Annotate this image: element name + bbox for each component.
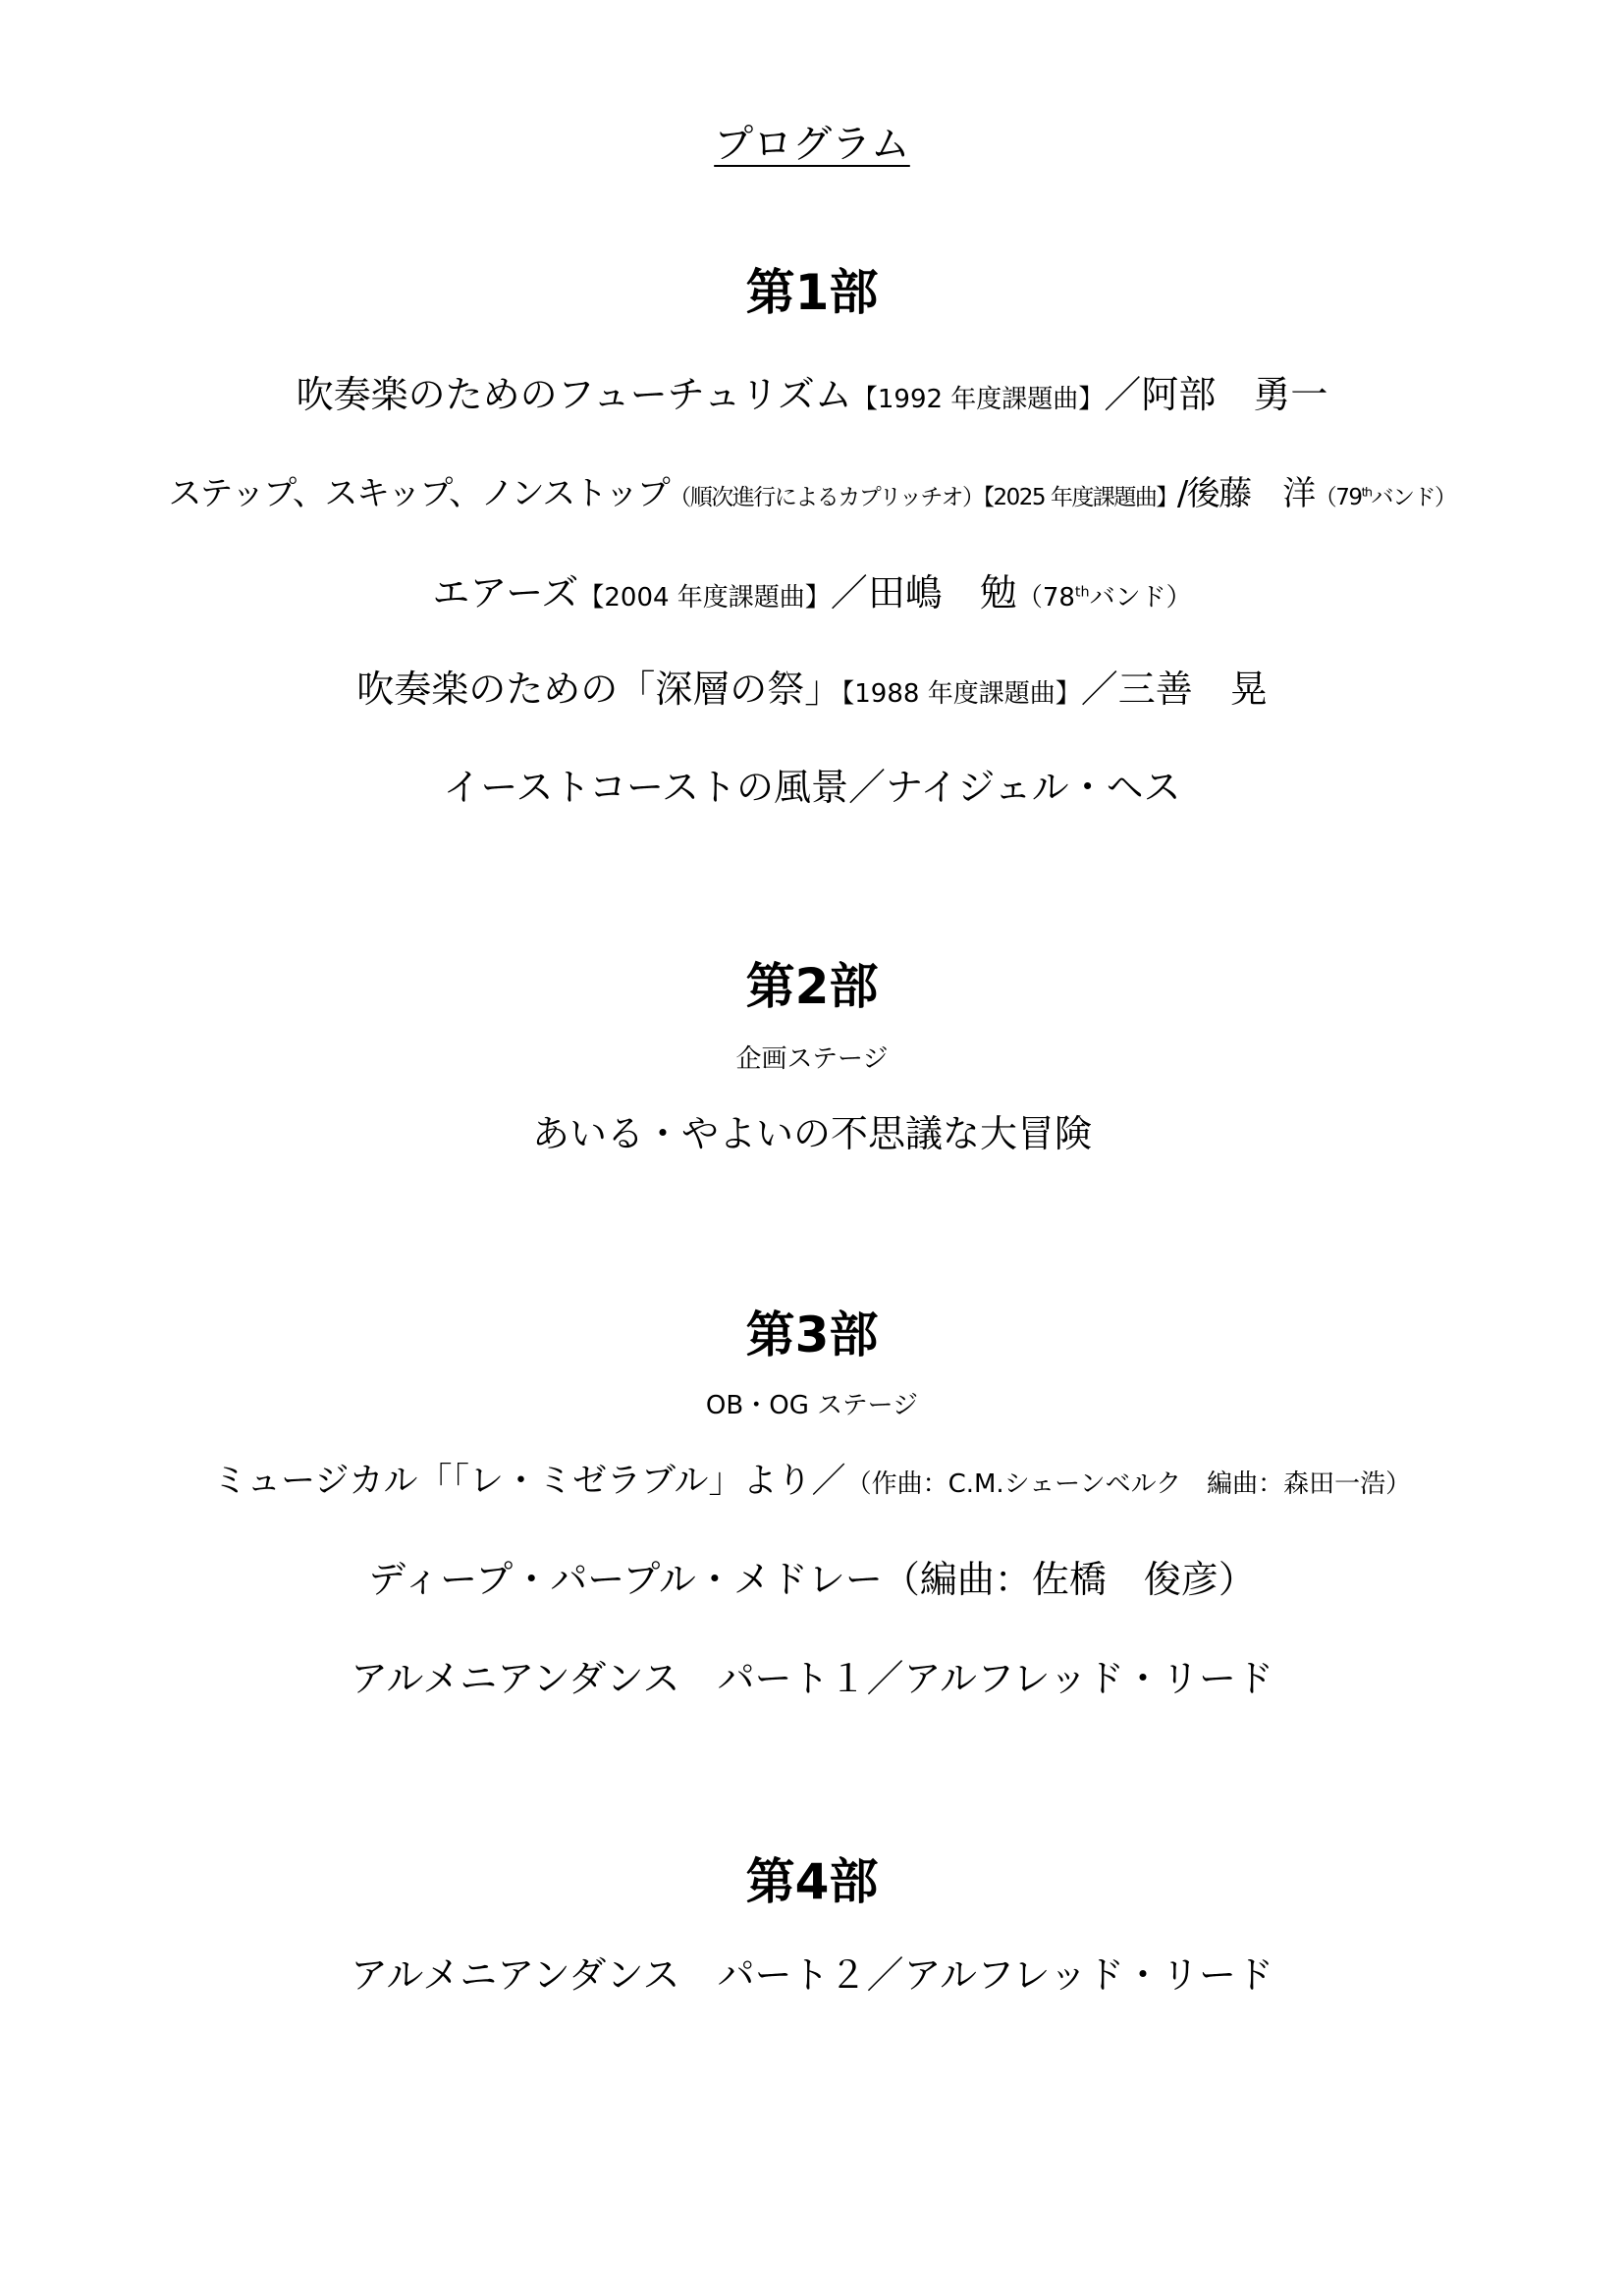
piece-note: 【1988 年度課題曲】: [841, 679, 1081, 709]
part4-heading: 第4部: [745, 1853, 879, 1910]
part2-heading: 第2部: [745, 958, 879, 1015]
piece-title: ミュージカル「「レ・ミゼラブル」より／: [212, 1462, 846, 1501]
program-item: [0, 1461, 1624, 1502]
program-item: [0, 1558, 1624, 1603]
program-item: [0, 1953, 1624, 1999]
composer: 阿部 勇一: [1141, 373, 1328, 416]
program-item: [0, 474, 1624, 514]
part1-heading: 第1部: [745, 264, 879, 321]
piece-note: （作曲：C.M.シェーンベルク 編曲：森田一浩）: [845, 1469, 1412, 1499]
program-item: [0, 373, 1624, 418]
piece-title: ステップ、スキップ、ノンストップ: [168, 474, 670, 513]
program-item: [0, 571, 1624, 616]
program-item: [0, 1657, 1624, 1702]
band-note: （79thバンド）: [1314, 484, 1456, 510]
composer: 三善 晃: [1117, 667, 1268, 711]
piece-title: アルメニアンダンス パート１／アルフレッド・リード: [350, 1657, 1274, 1700]
separator: ／: [1104, 373, 1142, 416]
program-item: [0, 766, 1624, 811]
piece-title: イーストコーストの風景／ナイジェル・ヘス: [443, 766, 1181, 809]
separator: /: [1176, 474, 1187, 513]
separator: ／: [830, 571, 868, 614]
part3-subtitle: OB・OG ステージ: [705, 1391, 919, 1420]
piece-note: 【2004 年度課題曲】: [578, 583, 831, 613]
composer: 田嶋 勉: [867, 571, 1017, 614]
program-item: [0, 667, 1624, 713]
piece-title: あいる・やよいの不思議な大冒険: [531, 1112, 1092, 1155]
piece-title: ディープ・パープル・メドレー（編曲：佐橋 俊彦）: [368, 1558, 1256, 1601]
part3-heading: 第3部: [745, 1307, 879, 1363]
part2-subtitle: 企画ステージ: [735, 1044, 889, 1074]
piece-note: 【2025 年度課題曲】: [983, 485, 1177, 510]
page-title: プログラム: [714, 122, 910, 167]
band-note: （78thバンド）: [1016, 583, 1192, 613]
piece-title: エアーズ: [432, 571, 579, 614]
piece-title: アルメニアンダンス パート２／アルフレッド・リード: [350, 1953, 1274, 1997]
piece-subtitle: （順次進行によるカプリッチオ）: [669, 485, 984, 510]
piece-title: 吹奏楽のためのフューチュリズム: [296, 373, 852, 416]
separator: ／: [1080, 667, 1118, 711]
piece-note: 【1992 年度課題曲】: [851, 385, 1105, 414]
composer: 後藤 洋: [1186, 474, 1315, 513]
piece-title: 吹奏楽のための「深層の祭」: [356, 667, 842, 711]
program-item: [0, 1112, 1624, 1157]
